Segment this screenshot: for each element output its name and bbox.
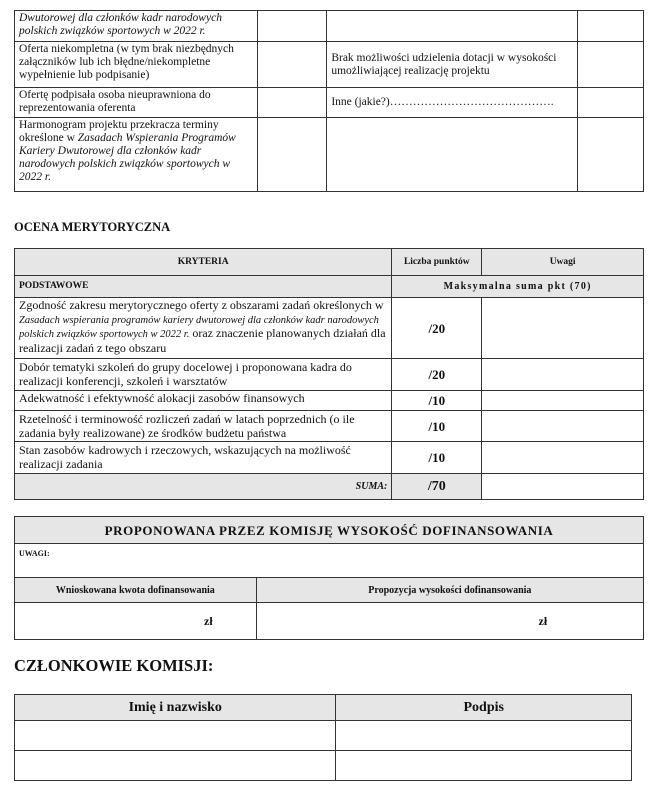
committee-title: CZŁONKOWIE KOMISJI: bbox=[14, 656, 214, 675]
criterion-text: Dobór tematyki szkoleń do grupy docelowej i proponowana kadra do realizacji konferencji, szkoleń i warsztatów bbox=[15, 359, 392, 391]
checkbox-cell[interactable] bbox=[578, 42, 644, 88]
criterion-points[interactable]: /10 bbox=[392, 391, 482, 411]
sum-value: /70 bbox=[392, 474, 482, 500]
criterion-points[interactable]: /20 bbox=[392, 359, 482, 391]
member-signature-field[interactable] bbox=[336, 751, 632, 781]
criterion-text: Stan zasobów kadrowych i rzeczowych, wskazujących na możliwość realizacji zadania bbox=[15, 442, 392, 474]
committee-table bbox=[14, 694, 632, 781]
checkbox-cell[interactable] bbox=[578, 11, 644, 42]
checkbox-cell[interactable] bbox=[257, 11, 327, 42]
requested-amount-field[interactable] bbox=[15, 603, 257, 640]
criterion-text-a: Zgodność zakresu merytorycznego oferty z obszarami zadań określonych w bbox=[19, 298, 384, 312]
reason-cell: Ofertę podpisała osoba nieuprawniona do reprezentowania oferenta bbox=[15, 88, 258, 118]
funding-title: PROPONOWANA PRZEZ KOMISJĘ WYSOKOŚĆ DOFINANSOWANIA bbox=[15, 517, 644, 544]
reason-text: Harmonogram projektu przekracza terminy określone w bbox=[19, 119, 219, 144]
requested-amount-header: Wnioskowana kwota dofinansowania bbox=[15, 578, 257, 603]
member-name-field[interactable] bbox=[15, 721, 336, 751]
member-name-field[interactable] bbox=[15, 751, 336, 781]
funding-notes[interactable]: UWAGI: bbox=[15, 544, 644, 578]
currency-label: zł bbox=[204, 613, 213, 628]
header-criteria: KRYTERIA bbox=[15, 249, 392, 276]
merit-title: OCENA MERYTORYCZNA bbox=[14, 220, 171, 234]
sum-notes bbox=[482, 474, 644, 500]
proposed-amount-header: Propozycja wysokości dofinansowania bbox=[256, 578, 643, 603]
criterion-notes[interactable] bbox=[482, 442, 644, 474]
signature-header: Podpis bbox=[336, 695, 632, 721]
reason-cell: Oferta niekompletna (w tym brak niezbędnych załączników lub ich błędne/niekompletne wypełnienie lub podpisanie) bbox=[15, 42, 258, 88]
criterion-points[interactable]: /10 bbox=[392, 411, 482, 442]
reason-cell: Brak możliwości udzielenia dotacji w wysokości umożliwiającej realizację projektu bbox=[327, 42, 578, 88]
checkbox-cell[interactable] bbox=[257, 88, 327, 118]
rejection-reasons-table bbox=[14, 10, 644, 192]
criterion-points[interactable]: /20 bbox=[392, 298, 482, 359]
criterion-text-b: oraz znaczenie planowanych działań dla realizacji zadań z tego obszaru bbox=[19, 326, 386, 355]
currency-label: zł bbox=[538, 613, 548, 628]
criterion-points[interactable]: /10 bbox=[392, 442, 482, 474]
criterion-text-italic: Zasadach wspierania programów kariery dwutorowej dla członków kadr narodowych polskich związków sportowych w 2022 r. bbox=[19, 314, 379, 340]
reason-cell: Inne (jakie?)……………………………………. bbox=[327, 88, 578, 118]
basic-label: PODSTAWOWE bbox=[15, 276, 392, 298]
reason-text-italic: Zasadach Wspierania Programów Kariery Dwutorowej dla członków kadr narodowych polskich związków sportowych w 2022 r. bbox=[19, 132, 236, 183]
name-header: Imię i nazwisko bbox=[15, 695, 336, 721]
reason-cell bbox=[15, 118, 258, 192]
header-points: Liczba punktów bbox=[392, 249, 482, 276]
reason-cell bbox=[327, 118, 578, 192]
checkbox-cell[interactable] bbox=[578, 118, 644, 192]
checkbox-cell[interactable] bbox=[257, 42, 327, 88]
criterion-notes[interactable] bbox=[482, 359, 644, 391]
criterion-notes[interactable] bbox=[482, 298, 644, 359]
criterion-text bbox=[15, 298, 392, 359]
max-sum-label: Maksymalna suma pkt (70) bbox=[392, 276, 644, 298]
checkbox-cell[interactable] bbox=[257, 118, 327, 192]
criterion-text: Adekwatność i efektywność alokacji zasobów finansowych bbox=[15, 391, 392, 411]
sum-label: SUMA: bbox=[15, 474, 392, 500]
criterion-notes[interactable] bbox=[482, 411, 644, 442]
header-notes: Uwagi bbox=[482, 249, 644, 276]
criterion-text: Rzetelność i terminowość rozliczeń zadań w latach poprzednich (o ile zadania były realizowane) ze środków budżetu państwa bbox=[15, 411, 392, 442]
reason-cell bbox=[327, 11, 578, 42]
member-signature-field[interactable] bbox=[336, 721, 632, 751]
merit-table bbox=[14, 248, 644, 500]
reason-cell: Dwutorowej dla członków kadr narodowych polskich związków sportowych w 2022 r. bbox=[15, 11, 258, 42]
criterion-notes[interactable] bbox=[482, 391, 644, 411]
checkbox-cell[interactable] bbox=[578, 88, 644, 118]
funding-table bbox=[14, 516, 644, 640]
proposed-amount-field[interactable] bbox=[256, 603, 643, 640]
